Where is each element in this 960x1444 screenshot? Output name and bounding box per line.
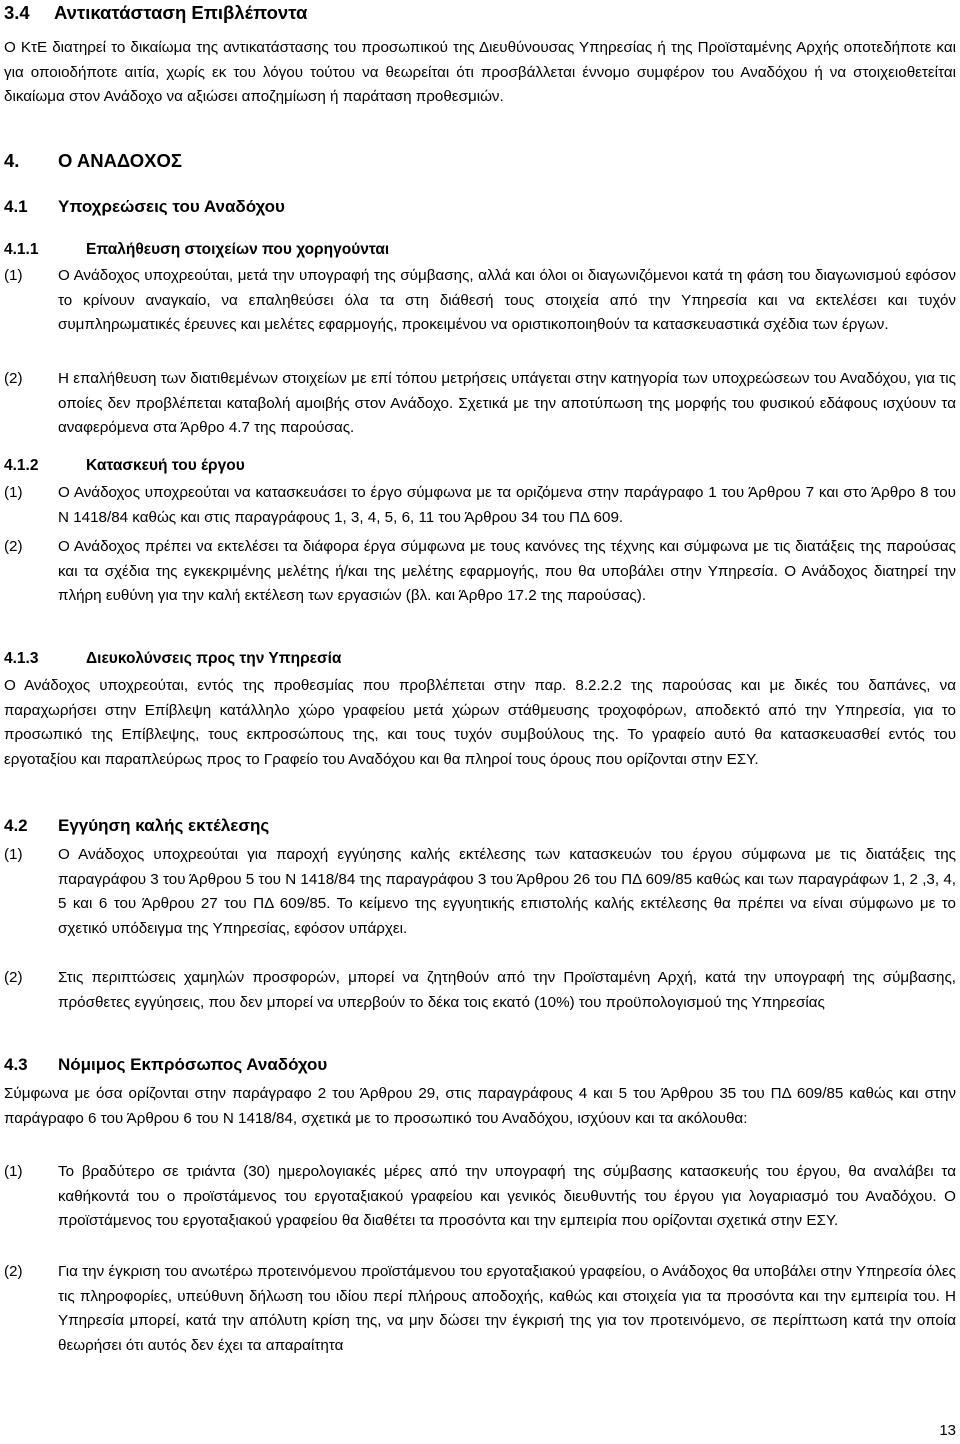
section-4-1-heading xyxy=(4,197,285,217)
chapter-title: Ο ΑΝΑΔΟΧΟΣ xyxy=(58,150,182,171)
section-4-1-3-paragraph: Ο Ανάδοχος υποχρεούται, εντός της προθεσμίας που προβλέπεται στην παρ. 8.2.2.2 της παρούσας και με δικές του δαπάνες, να παραχωρήσει στην Επίβλεψη κατάλληλο χώρο γραφείου μετά χώρων στάθμευσης τροχοφόρων, αποδεκτό από την Υπηρεσία, για το προσωπικό της Επίβλεψης, τους εκπροσώπους της, και τους τυχόν συμβούλους της. Το γραφείο αυτό θα κατασκευασθεί εντός του εργοταξίου και παραπλεύρως προς το Γραφείο του Αναδόχου και θα πληροί τους όρους που ορίζονται στην ΕΣΥ. xyxy=(4,677,956,768)
list-item xyxy=(4,264,956,338)
list-item xyxy=(4,481,956,530)
section-title: Επαλήθευση στοιχείων που χορηγούνται xyxy=(86,241,390,258)
section-4-1-1-heading xyxy=(4,241,389,259)
section-number: 4.1.2 xyxy=(4,457,39,474)
item-text: Ο Ανάδοχος υποχρεούται να κατασκευάσει το έργο σύμφωνα με τα οριζόμενα στην παράγραφο 1 του Άρθρου 7 και στο Άρθρο 8 του Ν 1418/84 καθώς και στις παραγράφους 1, 3, 4, 5, 6, 11 του Άρθρου 34 του ΠΔ 609. xyxy=(58,484,956,526)
list-item xyxy=(4,843,956,941)
section-4-1-3-heading xyxy=(4,650,341,668)
section-number: 4.2 xyxy=(4,816,28,835)
item-label: (1) xyxy=(4,267,23,284)
list-item xyxy=(4,535,956,609)
item-label: (2) xyxy=(4,969,23,986)
section-number: 4.3 xyxy=(4,1055,28,1074)
item-label: (2) xyxy=(4,1263,23,1280)
list-item xyxy=(4,1260,956,1358)
list-item xyxy=(4,1160,956,1234)
section-4-1-2-heading xyxy=(4,457,245,475)
item-label: (1) xyxy=(4,1163,23,1180)
item-text: Για την έγκριση του ανωτέρω προτεινόμενου προϊστάμενου του εργοταξιακού γραφείου, ο Ανάδοχος θα υποβάλει στην Υπηρεσία όλες τις πληροφορίες, υπεύθυνη δήλωση του ιδίου περί πλήρους αποδοχής, καθώς και στοιχεία για τα προσόντα και την εμπειρία του. Η Υπηρεσία μπορεί, κατά την απόλυτη κρίση της, να μην δώσει την έγκρισή της για τον προτεινόμενο, σε περίπτωση κατά την οποία θεωρήσει ότι αυτός δεν έχει τα απαραίτητα xyxy=(58,1263,956,1354)
item-text: Ο Ανάδοχος πρέπει να εκτελέσει τα διάφορα έργα σύμφωνα με τους κανόνες της τέχνης και σύμφωνα με τις διατάξεις της παρούσας και τα σχέδια της εγκεκριμένης μελέτης ή/και της μελέτης εφαρμογής, που θα υποβάλει στην Υπηρεσία. Ο Ανάδοχος διατηρεί την πλήρη ευθύνη για την καλή εκτέλεση των εργασιών (βλ. και Άρθρο 17.2 της παρούσας). xyxy=(58,538,956,604)
item-text: Ο Ανάδοχος υποχρεούται για παροχή εγγύησης καλής εκτέλεσης των κατασκευών του έργου σύμφωνα με τις διατάξεις της παραγράφου 3 του Άρθρου 5 του Ν 1418/84 της παραγράφου 3 του Άρθρου 26 του ΠΔ 609/85 καθώς και των παραγράφων 1, 2 ,3, 4, 5 και 6 του Άρθρου 27 του ΠΔ 609/85. Το κείμενο της εγγυητικής επιστολής καλής εκτέλεσης θα πρέπει να είναι σύμφωνο με το σχετικό υπόδειγμα της Υπηρεσίας, εφόσον υπάρχει. xyxy=(58,846,956,937)
item-text: Ο Ανάδοχος υποχρεούται, μετά την υπογραφή της σύμβασης, αλλά και όλοι οι διαγωνιζόμενοι κατά τη φάση του διαγωνισμού εφόσον το κρίνουν αναγκαίο, να επαληθεύσει όλα τα στη διάθεσή τους στοιχεία από την Υπηρεσία και να εκτελέσει και τυχόν συμπληρωματικές έρευνες και μελέτες εφαρμογής, προκειμένου να οριστικοποιηθούν τα κατασκευαστικά σχέδια των έργων. xyxy=(58,267,956,333)
item-label: (2) xyxy=(4,370,23,387)
section-title: Νόμιμος Εκπρόσωπος Αναδόχου xyxy=(58,1055,328,1074)
section-4-3-heading xyxy=(4,1055,327,1075)
chapter-4-heading xyxy=(4,150,182,172)
item-label: (2) xyxy=(4,538,23,555)
item-text: Η επαλήθευση των διατιθεμένων στοιχείων με επί τόπου μετρήσεις υπάγεται στην κατηγορία των υποχρεώσεων του Αναδόχου, για τις οποίες δεν προβλέπεται καταβολή αμοιβής στον Ανάδοχο. Σχετικά με την αποτύπωση της μορφής του φυσικού εδάφους ισχύουν τα αναφερόμενα στα Άρθρο 4.7 της παρούσας. xyxy=(58,370,956,436)
section-number: 4.1.3 xyxy=(4,650,39,667)
list-item xyxy=(4,966,956,1015)
section-number: 4.1.1 xyxy=(4,241,39,258)
section-title: Εγγύηση καλής εκτέλεσης xyxy=(58,816,270,835)
page-number: 13 xyxy=(939,1422,956,1439)
chapter-number: 4. xyxy=(4,150,20,171)
item-text: Στις περιπτώσεις χαμηλών προσφορών, μπορεί να ζητηθούν από την Προϊσταμένη Αρχή, κατά την υπογραφή της σύμβασης, πρόσθετες εγγύησεις, που δεν μπορεί να υπερβούν το δέκα τοις εκατό (10%) του προϋπολογισμού της Υπηρεσίας xyxy=(58,969,956,1011)
list-item xyxy=(4,367,956,441)
section-number: 3.4 xyxy=(4,2,30,23)
section-title: Κατασκευή του έργου xyxy=(86,457,245,474)
section-4-2-heading xyxy=(4,816,269,836)
section-3-4-heading xyxy=(4,2,307,24)
item-label: (1) xyxy=(4,484,23,501)
section-3-4-paragraph: Ο ΚτΕ διατηρεί το δικαίωμα της αντικατάστασης του προσωπικού της Διευθύνουσας Υπηρεσίας ή της Προϊσταμένης Αρχής οποτεδήποτε και για οποιοδήποτε αιτία, χωρίς εκ του λόγου τούτου να θεωρείται ότι προσβάλλεται έννομο συμφέρον του Αναδόχου ή να στοιχειοθετείται δικαίωμα στον Ανάδοχο να αξιώσει αποζημίωση ή παράταση προθεσμιών. xyxy=(4,39,956,105)
section-title: Αντικατάσταση Επιβλέποντα xyxy=(54,2,308,23)
section-number: 4.1 xyxy=(4,197,28,216)
section-4-3-paragraph: Σύμφωνα με όσα ορίζονται στην παράγραφο 2 του Άρθρου 29, στις παραγράφους 4 και 5 του Άρθρου 35 του ΠΔ 609/85 καθώς και στην παράγραφο 6 του Άρθρου 6 του Ν 1418/84, σχετικά με το προσωπικό του Αναδόχου, ισχύουν και τα ακόλουθα: xyxy=(4,1085,956,1127)
section-title: Διευκολύνσεις προς την Υπηρεσία xyxy=(86,650,342,667)
item-text: Το βραδύτερο σε τριάντα (30) ημερολογιακές μέρες από την υπογραφή της σύμβασης κατασκευής του έργου, θα αναλάβει τα καθήκοντά του ο προϊστάμενος του εργοταξιακού γραφείου και γενικός διευθυντής του έργου για λογαριασμό του Αναδόχου. Ο προϊστάμενος του εργοταξιακού γραφείου θα διαθέτει τα προσόντα και την εμπειρία που ορίζονται σχετικά στην ΕΣΥ. xyxy=(58,1163,956,1229)
section-title: Υποχρεώσεις του Αναδόχου xyxy=(58,197,285,216)
item-label: (1) xyxy=(4,846,23,863)
